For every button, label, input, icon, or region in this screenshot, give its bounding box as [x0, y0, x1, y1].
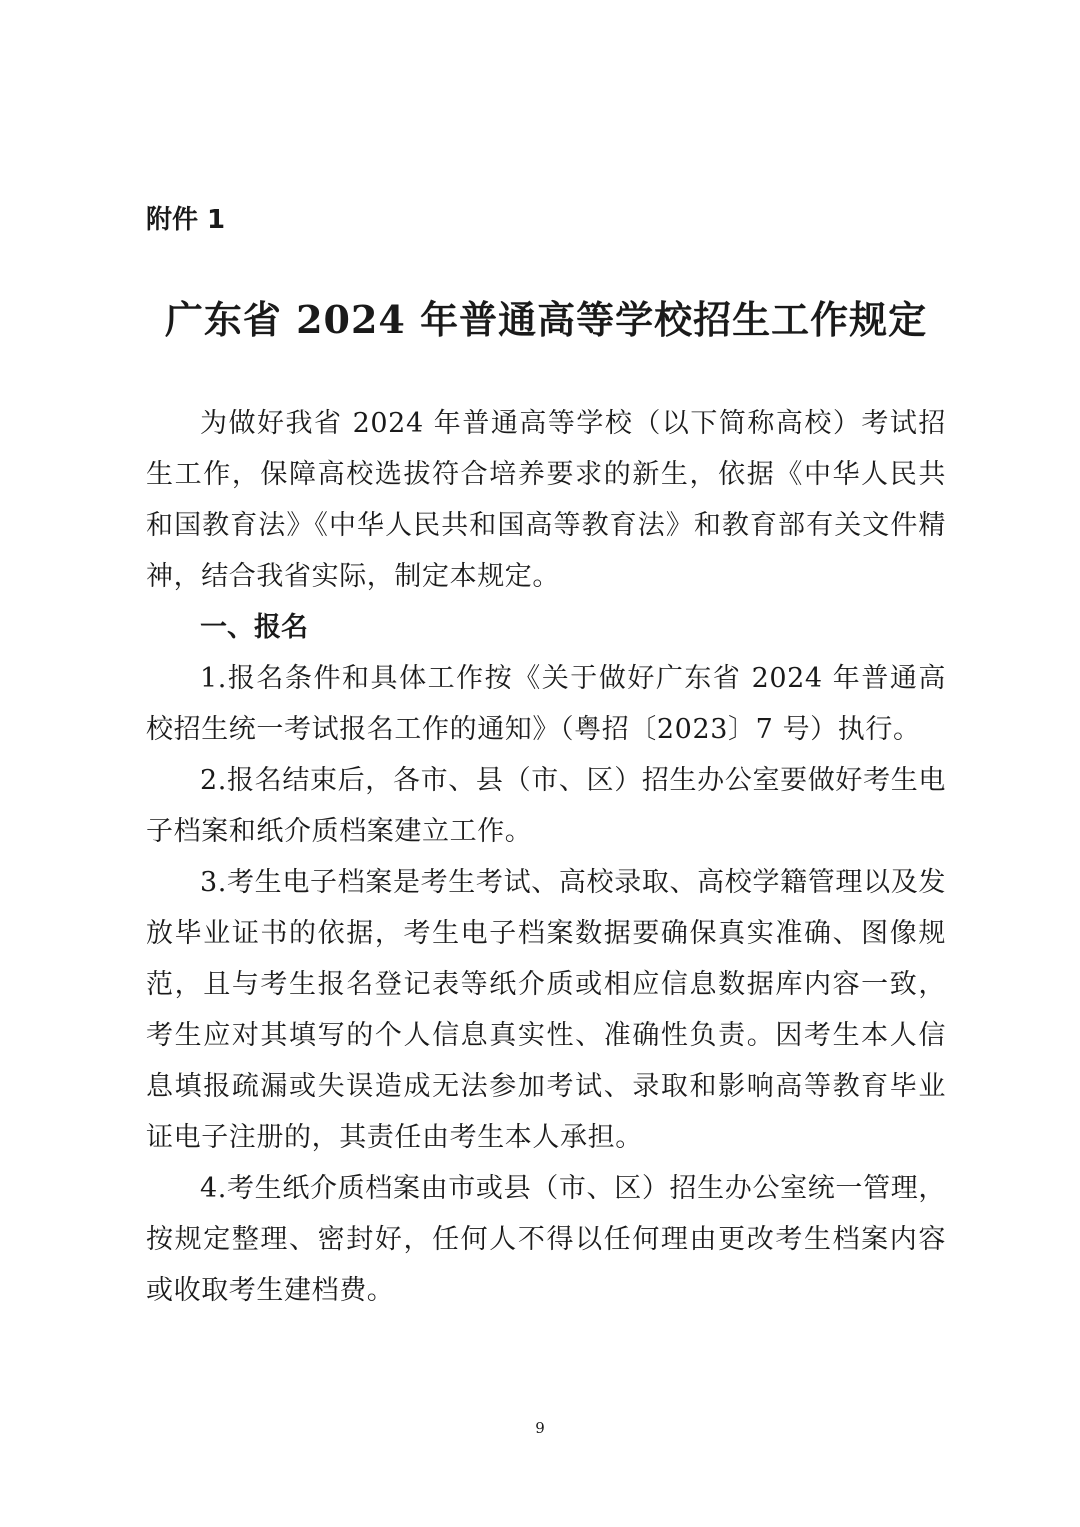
intro-paragraph: 为做好我省 2024 年普通高等学校（以下简称高校）考试招生工作，保障高校选拔符合培养要求的新生，依据《中华人民共和国教育法》《中华人民共和国高等教育法》和教育部有关文件精神，结合我省实际，制定本规定。: [146, 408, 946, 592]
clause-1: 1.报名条件和具体工作按《关于做好广东省 2024 年普通高校招生统一考试报名工作的通知》（粤招〔2023〕7 号）执行。: [146, 663, 946, 745]
page-number: 9: [535, 1419, 545, 1437]
clause-4: 4.考生纸介质档案由市或县（市、区）招生办公室统一管理，按规定整理、密封好，任何人不得以任何理由更改考生档案内容或收取考生建档费。: [146, 1173, 946, 1306]
document-body: [146, 398, 946, 1316]
attachment-label: 附件 1: [146, 205, 226, 235]
clause-3: 3.考生电子档案是考生考试、高校录取、高校学籍管理以及发放毕业证书的依据，考生电子档案数据要确保真实准确、图像规范，且与考生报名登记表等纸介质或相应信息数据库内容一致，考生应对其填写的个人信息真实性、准确性负责。因考生本人信息填报疏漏或失误造成无法参加考试、录取和影响高等教育毕业证电子注册的，其责任由考生本人承担。: [146, 867, 946, 1153]
document-title: 广东省 2024 年普通高等学校招生工作规定: [164, 297, 928, 342]
section-heading-registration: 一、报名: [200, 612, 308, 643]
clause-2: 2.报名结束后，各市、县（市、区）招生办公室要做好考生电子档案和纸介质档案建立工作。: [146, 765, 946, 847]
